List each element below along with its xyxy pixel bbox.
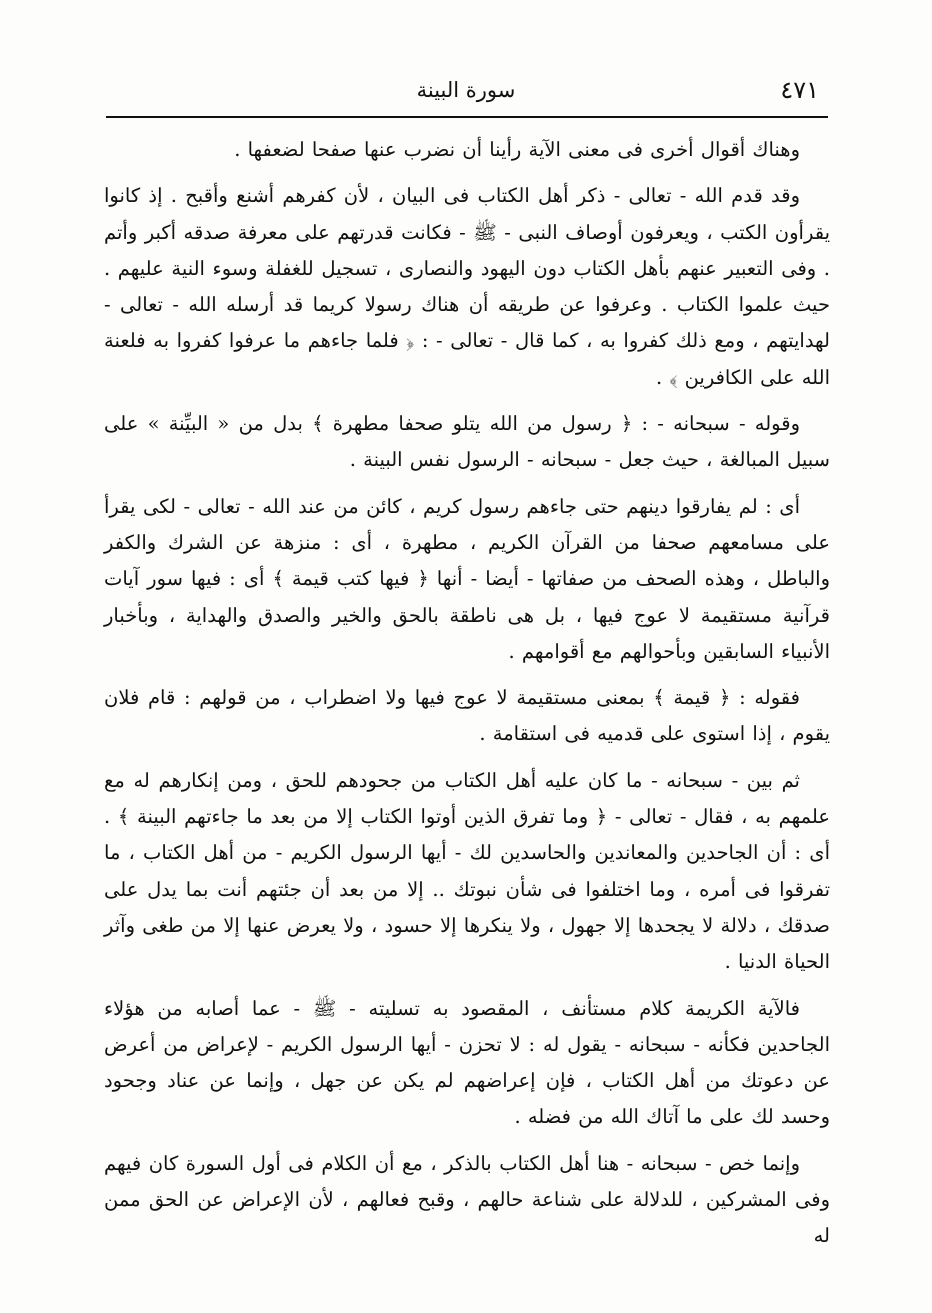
paragraph-1: وهناك أقوال أخرى فى معنى الآية رأينا أن نضرب عنها صفحا لضعفها . xyxy=(234,138,800,161)
page-body xyxy=(104,132,830,1264)
paragraph-3: وقوله - سبحانه - : ﴿ رسول من الله يتلو صحفا مطهرة ﴾ بدل من « البيِّنة » على سبيل المبالغة ، حيث جعل - سبحانه - الرسول نفس البينة . xyxy=(104,412,830,472)
paragraph-6: ثم بين - سبحانه - ما كان عليه أهل الكتاب من جحودهم للحق ، ومن إنكارهم له مع علمهم به ، فقال - تعالى - ﴿ وما تفرق الذين أوتوا الكتاب إلا من بعد ما جاءتهم البينة ﴾ . أى : أن الجاحدين والمعاندين والحاسدين لك - أيها الرسول الكريم - من أهل الكتاب ، ما تفرقوا فى أمره ، وما اختلفوا فى شأن نبوتك .. إلا من بعد أن جئتهم أنت بما يدل على صدقك ، دلالة لا يجحدها إلا جهول ، ولا ينكرها إلا حسود ، ولا يعرض عنها إلا من طغى وآثر الحياة الدنيا . xyxy=(104,768,830,974)
paragraph-8: وإنما خص - سبحانه - هنا أهل الكتاب بالذكر ، مع أن الكلام فى أول السورة كان فيهم وفى المشركين ، للدلالة على شناعة حالهم ، وقبح فعالهم ، لأن الإعراض عن الحق ممن له xyxy=(104,1151,830,1248)
paragraph-4: أى : لم يفارقوا دينهم حتى جاءهم رسول كريم ، كائن من عند الله - تعالى - لكى يقرأ على مسامعهم صحفا من القرآن الكريم ، مطهرة ، أى : منزهة عن الشرك والكفر والباطل ، وهذه الصحف من صفاتها - أيضا - أنها ﴿ فيها كتب قيمة ﴾ أى : فيها سور آيات قرآنية مستقيمة لا عوج فيها ، بل هى ناطقة بالحق والخير والصدق والهداية ، وبأخبار الأنبياء السابقين وبأحوالهم مع أقوامهم . xyxy=(104,494,830,663)
page-header xyxy=(105,68,827,112)
page-number: ٤٧١ xyxy=(780,76,819,104)
paragraph-5: فقوله : ﴿ قيمة ﴾ بمعنى مستقيمة لا عوج فيها ولا اضطراب ، من قولهم : قام فلان يقوم ، إذا استوى على قدميه فى استقامة . xyxy=(104,686,830,746)
header-rule xyxy=(106,116,828,118)
running-title: سورة البينة xyxy=(416,78,516,102)
paragraph-7: فالآية الكريمة كلام مستأنف ، المقصود به تسليته - ﷺ - عما أصابه من هؤلاء الجاحدين فكأنه - سبحانه - يقول له : لا تحزن - أيها الرسول الكريم - لإعراض من أعرض عن دعوتك من أهل الكتاب ، فإن إعراضهم لم يكن عن جهل ، وإنما عن عناد وجحود وحسد لك على ما آتاك الله من فضله . xyxy=(104,996,830,1129)
paragraph-2: وقد قدم الله - تعالى - ذكر أهل الكتاب فى البيان ، لأن كفرهم أشنع وأقبح . إذ كانوا يقرأون الكتب ، ويعرفون أوصاف النبى - ﷺ - فكانت قدرتهم على معرفة صدقه أكبر وأتم . وفى التعبير عنهم بأهل الكتاب دون اليهود والنصارى ، تسجيل للغفلة وسوء النية عليهم . حيث علموا الكتاب . وعرفوا عن طريقه أن هناك رسولا كريما قد أرسله الله - تعالى - لهدايتهم ، ومع ذلك كفروا به ، كما قال - تعالى - : ﴿ فلما جاءهم ما عرفوا كفروا به فلعنة الله على الكافرين ﴾ . xyxy=(104,184,830,389)
